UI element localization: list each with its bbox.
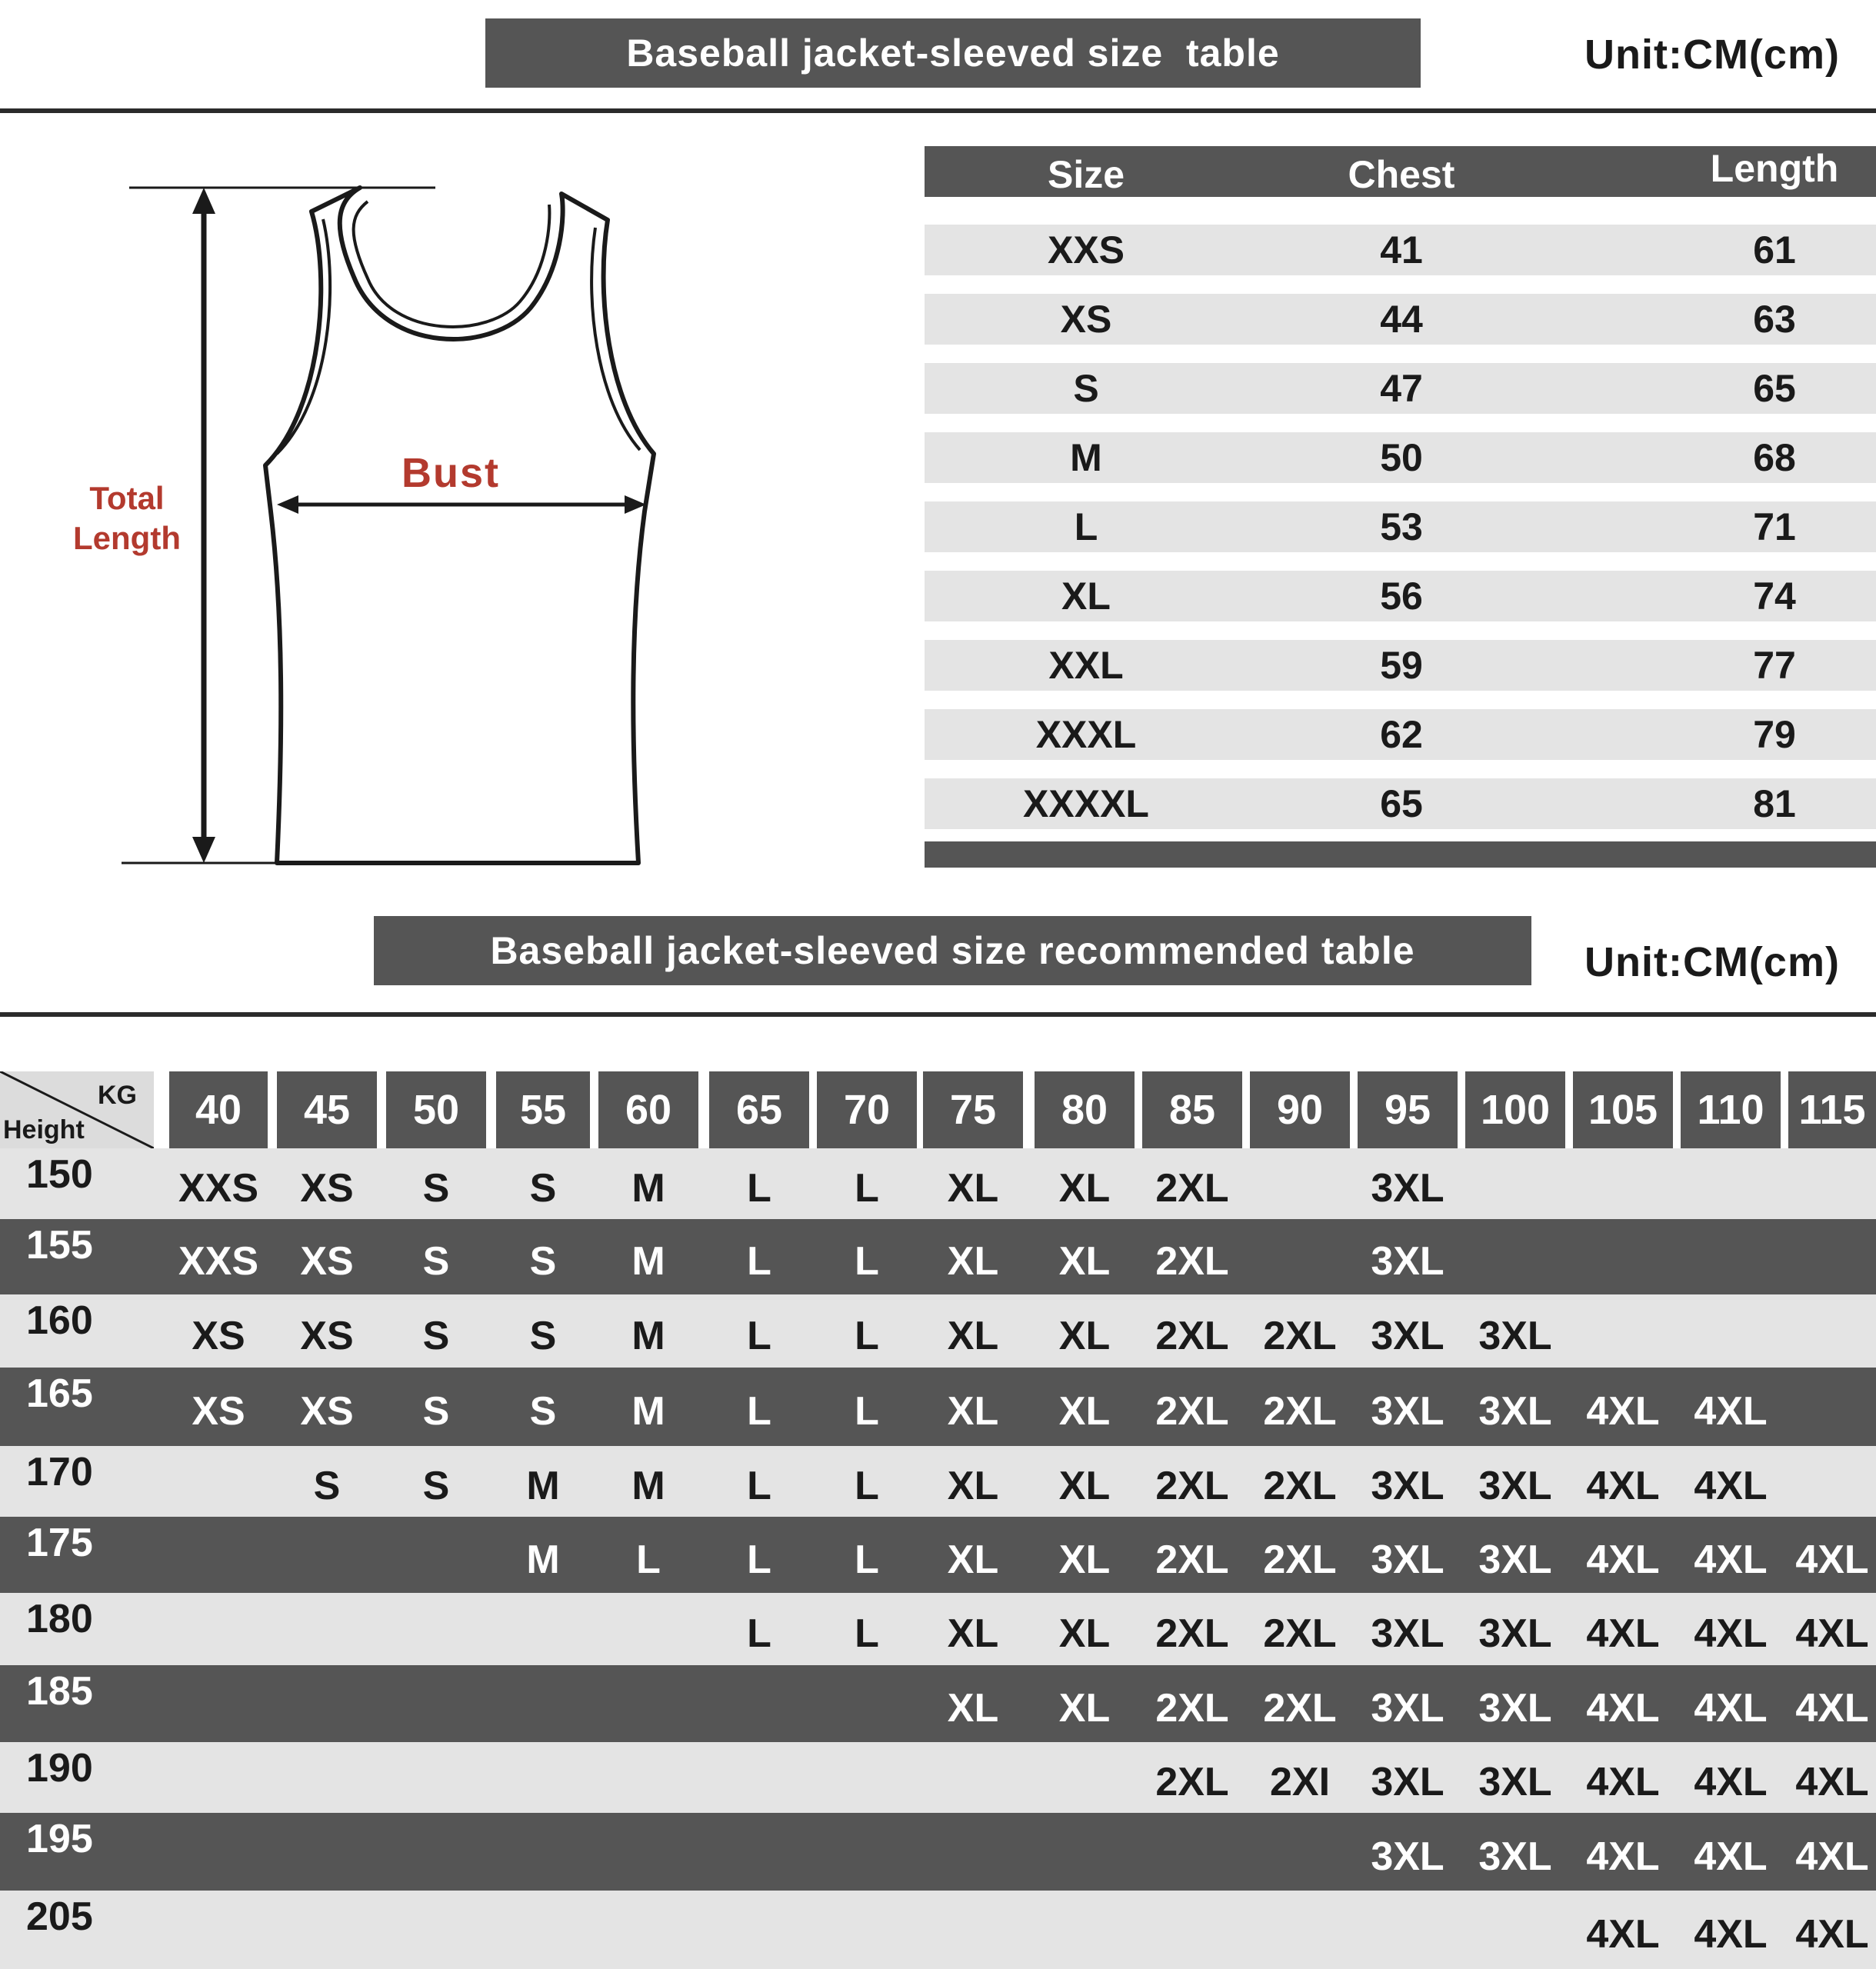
size-table-row — [925, 778, 1876, 829]
recommended-size-cell: S — [313, 1464, 341, 1508]
length-cell: 71 — [1753, 505, 1796, 548]
size-cell: XXS — [1047, 228, 1125, 272]
size-table-title: Baseball jacket-sleeved size table — [626, 32, 1280, 75]
recommended-size-cell: XL — [947, 1686, 999, 1731]
length-cell: 61 — [1753, 228, 1796, 272]
header-chest: Chest — [1348, 153, 1455, 196]
recommended-title: Baseball jacket-sleeved size recommended table — [490, 929, 1415, 972]
chest-cell: 47 — [1380, 367, 1423, 410]
length-cell: 74 — [1753, 575, 1796, 618]
recommended-size-cell: L — [855, 1464, 879, 1508]
length-cell: 65 — [1753, 367, 1796, 410]
recommended-size-cell: M — [631, 1239, 665, 1284]
recommended-size-cell: XL — [947, 1313, 999, 1358]
recommended-size-cell: 3XL — [1371, 1611, 1444, 1656]
weight-header-cell: 75 — [923, 1071, 1023, 1148]
size-cell: XXXXL — [1023, 782, 1149, 825]
recommended-size-cell: 3XL — [1478, 1464, 1552, 1508]
recommended-size-cell: 2XL — [1263, 1389, 1337, 1434]
recommended-size-cell: 4XL — [1694, 1611, 1768, 1656]
weight-header-cell: 60 — [598, 1071, 698, 1148]
recommended-size-cell: 4XL — [1795, 1537, 1869, 1582]
size-table-row — [925, 501, 1876, 552]
height-cell: 190 — [26, 1746, 93, 1791]
recommended-size-cell: XL — [1058, 1166, 1111, 1211]
recommended-size-cell: 4XL — [1586, 1834, 1660, 1879]
recommended-size-cell: 3XL — [1478, 1611, 1552, 1656]
weight-header-cell: 95 — [1358, 1071, 1458, 1148]
recommended-size-cell: XL — [1058, 1686, 1111, 1731]
height-cell: 175 — [26, 1521, 93, 1565]
recommended-unit: Unit:CM(cm) — [1584, 939, 1840, 985]
recommended-row — [0, 1446, 1876, 1517]
recommended-size-cell: XL — [1058, 1313, 1111, 1358]
recommended-size-cell: S — [422, 1389, 450, 1434]
chest-cell: 44 — [1380, 298, 1423, 341]
chest-cell: 53 — [1380, 505, 1423, 548]
recommended-size-cell: S — [529, 1313, 557, 1358]
recommended-size-cell: 3XL — [1371, 1760, 1444, 1804]
chest-cell: 41 — [1380, 228, 1423, 272]
recommended-size-cell: XL — [947, 1537, 999, 1582]
recommended-size-cell: 2XL — [1155, 1239, 1229, 1284]
recommended-size-cell: S — [529, 1166, 557, 1211]
top-divider — [0, 108, 1876, 113]
recommended-size-cell: 4XL — [1694, 1537, 1768, 1582]
size-table-row — [925, 225, 1876, 275]
size-table-title-banner — [485, 18, 1421, 88]
recommended-row — [0, 1891, 1876, 1969]
size-cell: S — [1073, 367, 1099, 410]
bust-label: Bust — [402, 450, 500, 496]
recommended-size-cell: 3XL — [1371, 1537, 1444, 1582]
length-cell: 63 — [1753, 298, 1796, 341]
recommended-size-cell: 2XL — [1263, 1537, 1337, 1582]
recommended-size-cell: XL — [1058, 1239, 1111, 1284]
header-size: Size — [1047, 153, 1125, 196]
recommended-size-cell: L — [855, 1166, 879, 1211]
recommended-size-cell: L — [855, 1537, 879, 1582]
recommended-size-cell: S — [422, 1239, 450, 1284]
recommended-size-cell: M — [526, 1537, 560, 1582]
recommended-divider — [0, 1012, 1876, 1017]
weight-header-cell: 45 — [277, 1071, 377, 1148]
recommended-size-cell: 3XL — [1371, 1834, 1444, 1879]
total-length-label-line2: Length — [73, 520, 181, 556]
size-table-footer-bar — [925, 841, 1876, 868]
recommended-row — [0, 1665, 1876, 1742]
recommended-size-cell: 3XL — [1371, 1239, 1444, 1284]
recommended-size-cell: XL — [947, 1239, 999, 1284]
recommended-size-cell: 2XL — [1155, 1313, 1229, 1358]
size-cell: XXL — [1048, 644, 1124, 687]
recommended-size-cell: XS — [300, 1389, 354, 1434]
size-table-row — [925, 640, 1876, 691]
total-length-label-line1: Total — [89, 480, 165, 516]
recommended-size-cell: M — [526, 1464, 560, 1508]
recommended-size-cell: L — [747, 1611, 771, 1656]
recommended-size-cell: 2XL — [1263, 1313, 1337, 1358]
recommended-size-cell: XS — [192, 1313, 245, 1358]
recommended-size-cell: XL — [1058, 1537, 1111, 1582]
recommended-size-cell: 3XL — [1371, 1464, 1444, 1508]
recommended-size-cell: 3XL — [1478, 1686, 1552, 1731]
recommended-size-cell: 2XL — [1155, 1389, 1229, 1434]
recommended-size-cell: 3XL — [1478, 1760, 1552, 1804]
recommended-size-cell: 2XL — [1155, 1166, 1229, 1211]
recommended-size-cell: 2XL — [1263, 1686, 1337, 1731]
height-cell: 160 — [26, 1298, 93, 1343]
height-cell: 195 — [26, 1817, 93, 1861]
height-cell: 155 — [26, 1223, 93, 1268]
weight-header-cell: 80 — [1035, 1071, 1135, 1148]
recommended-size-cell: 4XL — [1586, 1464, 1660, 1508]
size-table-row — [925, 571, 1876, 621]
recommended-size-cell: L — [747, 1464, 771, 1508]
size-table-row — [925, 363, 1876, 414]
recommended-size-cell: 4XL — [1795, 1611, 1869, 1656]
recommended-size-cell: 4XL — [1694, 1686, 1768, 1731]
recommended-row — [0, 1517, 1876, 1593]
total-length-label — [54, 478, 200, 558]
weight-header-cell: 50 — [386, 1071, 486, 1148]
size-table-row — [925, 709, 1876, 760]
header-length: Length — [1710, 147, 1839, 190]
weight-header-cell: 70 — [817, 1071, 917, 1148]
recommended-size-cell: M — [631, 1464, 665, 1508]
chest-cell: 59 — [1380, 644, 1423, 687]
weight-header-cell: 90 — [1250, 1071, 1350, 1148]
recommended-size-cell: S — [422, 1166, 450, 1211]
recommended-size-cell: 2XL — [1155, 1537, 1229, 1582]
recommended-size-cell: XL — [947, 1166, 999, 1211]
recommended-size-cell: XL — [947, 1389, 999, 1434]
size-cell: L — [1074, 505, 1098, 548]
length-cell: 79 — [1753, 713, 1796, 756]
height-cell: 185 — [26, 1669, 93, 1714]
recommended-size-cell: XXS — [178, 1239, 259, 1284]
recommended-size-cell: 4XL — [1795, 1912, 1869, 1957]
recommended-size-cell: 4XL — [1694, 1834, 1768, 1879]
kg-label: KG — [98, 1081, 137, 1110]
height-cell: 150 — [26, 1152, 93, 1197]
weight-header-cell: 115 — [1788, 1071, 1876, 1148]
recommended-size-cell: 2XI — [1269, 1760, 1331, 1804]
weight-header-cell: 100 — [1465, 1071, 1565, 1148]
recommended-size-cell: L — [747, 1537, 771, 1582]
recommended-size-cell: L — [747, 1239, 771, 1284]
recommended-size-cell: 2XL — [1155, 1611, 1229, 1656]
recommended-row — [0, 1294, 1876, 1368]
weight-header-cell: 55 — [496, 1071, 590, 1148]
recommended-size-cell: XS — [300, 1166, 354, 1211]
recommended-size-cell: S — [529, 1389, 557, 1434]
recommended-size-cell: M — [631, 1389, 665, 1434]
size-table-unit: Unit:CM(cm) — [1584, 32, 1840, 78]
recommended-size-cell: 3XL — [1371, 1389, 1444, 1434]
recommended-size-cell: 3XL — [1478, 1834, 1552, 1879]
recommended-size-cell: 3XL — [1478, 1313, 1552, 1358]
recommended-size-cell: 3XL — [1371, 1166, 1444, 1211]
recommended-size-cell: 4XL — [1586, 1912, 1660, 1957]
recommended-size-cell: 2XL — [1263, 1611, 1337, 1656]
recommended-size-cell: S — [422, 1464, 450, 1508]
recommended-size-cell: 4XL — [1586, 1537, 1660, 1582]
size-cell: XL — [1061, 575, 1111, 618]
recommended-size-cell: 3XL — [1478, 1389, 1552, 1434]
chest-cell: 56 — [1380, 575, 1423, 618]
recommended-size-cell: XL — [1058, 1464, 1111, 1508]
recommended-size-cell: S — [422, 1313, 450, 1358]
recommended-size-cell: S — [529, 1239, 557, 1284]
recommended-row — [0, 1368, 1876, 1446]
recommended-size-cell: 4XL — [1795, 1760, 1869, 1804]
recommended-row — [0, 1148, 1876, 1219]
recommended-size-cell: L — [747, 1166, 771, 1211]
recommended-size-cell: 3XL — [1478, 1537, 1552, 1582]
size-table-row — [925, 432, 1876, 483]
chest-cell: 62 — [1380, 713, 1423, 756]
recommended-size-cell: 4XL — [1694, 1760, 1768, 1804]
recommended-size-cell: 4XL — [1586, 1389, 1660, 1434]
recommended-size-cell: XL — [1058, 1611, 1111, 1656]
weight-header-cell: 110 — [1681, 1071, 1781, 1148]
recommended-size-cell: 4XL — [1694, 1912, 1768, 1957]
length-cell: 81 — [1753, 782, 1796, 825]
recommended-size-cell: 4XL — [1795, 1834, 1869, 1879]
recommended-row — [0, 1593, 1876, 1665]
recommended-size-cell: 4XL — [1795, 1686, 1869, 1731]
size-cell: XS — [1060, 298, 1112, 341]
recommended-size-cell: 3XL — [1371, 1686, 1444, 1731]
recommended-size-cell: 2XL — [1155, 1464, 1229, 1508]
recommended-size-cell: 4XL — [1694, 1464, 1768, 1508]
chest-cell: 50 — [1380, 436, 1423, 479]
recommended-size-cell: 4XL — [1586, 1760, 1660, 1804]
size-cell: M — [1070, 436, 1102, 479]
recommended-size-cell: 2XL — [1263, 1464, 1337, 1508]
recommended-size-cell: 2XL — [1155, 1686, 1229, 1731]
height-cell: 205 — [26, 1894, 93, 1939]
weight-header-cell: 40 — [169, 1071, 268, 1148]
recommended-size-cell: L — [747, 1389, 771, 1434]
recommended-row — [0, 1219, 1876, 1294]
recommended-size-cell: M — [631, 1313, 665, 1358]
recommended-size-cell: XL — [1058, 1389, 1111, 1434]
recommended-size-cell: L — [855, 1389, 879, 1434]
recommended-size-cell: XS — [300, 1239, 354, 1284]
recommended-row — [0, 1813, 1876, 1891]
recommended-size-cell: XXS — [178, 1166, 259, 1211]
height-cell: 170 — [26, 1450, 93, 1494]
recommended-size-cell: XL — [947, 1464, 999, 1508]
height-cell: 180 — [26, 1597, 93, 1641]
recommended-size-cell: L — [855, 1313, 879, 1358]
recommended-size-cell: M — [631, 1166, 665, 1211]
length-cell: 68 — [1753, 436, 1796, 479]
recommended-size-cell: 4XL — [1694, 1389, 1768, 1434]
recommended-row — [0, 1742, 1876, 1813]
recommended-size-cell: L — [636, 1537, 661, 1582]
size-table-row — [925, 294, 1876, 345]
kg-height-corner-cell — [0, 1071, 154, 1148]
length-cell: 77 — [1753, 644, 1796, 687]
recommended-size-cell: 2XL — [1155, 1760, 1229, 1804]
recommended-size-cell: XS — [300, 1313, 354, 1358]
recommended-size-cell: 3XL — [1371, 1313, 1444, 1358]
recommended-size-cell: 4XL — [1586, 1611, 1660, 1656]
chest-cell: 65 — [1380, 782, 1423, 825]
recommended-size-cell: L — [855, 1611, 879, 1656]
weight-header-cell: 105 — [1573, 1071, 1673, 1148]
size-table-header — [925, 146, 1876, 197]
size-cell: XXXL — [1035, 713, 1137, 756]
height-cell: 165 — [26, 1371, 93, 1416]
height-label: Height — [3, 1115, 85, 1144]
weight-header-cell: 65 — [709, 1071, 809, 1148]
recommended-size-cell: L — [855, 1239, 879, 1284]
recommended-size-cell: 4XL — [1586, 1686, 1660, 1731]
recommended-title-banner — [374, 916, 1531, 985]
recommended-size-cell: L — [747, 1313, 771, 1358]
weight-header-cell: 85 — [1142, 1071, 1242, 1148]
recommended-size-cell: XS — [192, 1389, 245, 1434]
recommended-size-cell: XL — [947, 1611, 999, 1656]
